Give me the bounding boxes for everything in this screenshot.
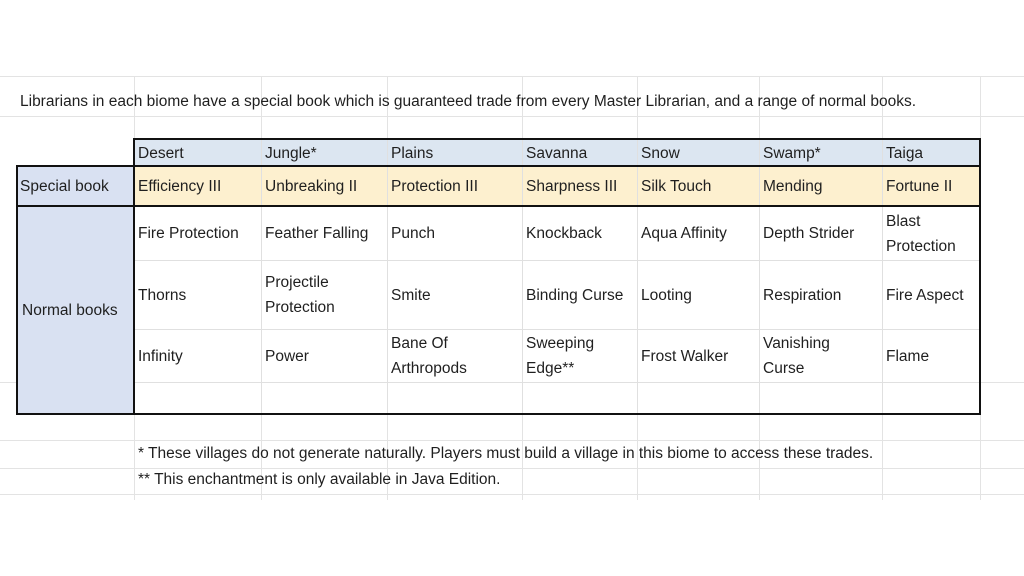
- special-book-cell: Mending: [763, 177, 823, 195]
- gridline: [0, 494, 1024, 495]
- col-divider: [522, 139, 523, 414]
- normal-book-cell: Binding Curse: [526, 286, 624, 304]
- special-book-cell: Sharpness III: [526, 177, 618, 195]
- normal-book-cell: Feather Falling: [265, 225, 369, 242]
- normal-book-cell: Projectile Protection: [265, 274, 335, 316]
- biome-header: Plains: [391, 144, 434, 162]
- normal-book-cell: Depth Strider: [763, 225, 855, 242]
- special-book-cell: Protection III: [391, 177, 479, 195]
- biome-header: Desert: [138, 144, 184, 162]
- normal-book-cell: Blast Protection: [886, 212, 956, 255]
- col-divider: [387, 139, 388, 414]
- biome-header: Taiga: [886, 144, 924, 162]
- special-book-cell: Silk Touch: [641, 177, 712, 195]
- normal-book-cell: Vanishing Curse: [763, 335, 830, 377]
- normal-book-cell: Aqua Affinity: [641, 225, 727, 242]
- normal-book-cell: Punch: [391, 225, 435, 242]
- special-book-cell: Unbreaking II: [265, 177, 358, 195]
- col-divider: [759, 139, 760, 414]
- col-divider: [637, 139, 638, 414]
- gridline: [0, 440, 1024, 441]
- special-book-cell: Fortune II: [886, 177, 953, 195]
- intro-text: Librarians in each biome have a special book which is guaranteed trade from every Master Librarian, and a range of normal books.: [20, 93, 917, 110]
- biome-header: Swamp*: [763, 144, 821, 162]
- normal-book-cell: Thorns: [138, 286, 187, 304]
- normal-book-cell: Bane Of Arthropods: [391, 335, 467, 377]
- normal-book-cell: Sweeping Edge**: [526, 335, 595, 377]
- gridline: [0, 76, 1024, 77]
- normal-book-cell: Infinity: [138, 347, 183, 365]
- normal-book-cell: Fire Aspect: [886, 286, 964, 304]
- normal-book-cell: Power: [265, 347, 309, 365]
- normal-book-cell: Flame: [886, 347, 930, 365]
- normal-book-cell: Looting: [641, 286, 692, 304]
- normal-book-cell: Respiration: [763, 286, 842, 304]
- footnote: * These villages do not generate naturally. Players must build a village in this biome to access these trades.: [138, 445, 874, 462]
- biome-header: Savanna: [526, 144, 588, 162]
- gridline: [0, 468, 1024, 469]
- table-border: [16, 165, 18, 415]
- special-book-label: Special book: [20, 177, 109, 195]
- normal-book-cell: Fire Protection: [138, 225, 239, 242]
- col-divider: [261, 139, 262, 414]
- special-book-cell: Efficiency III: [138, 177, 222, 195]
- normal-book-cell: Frost Walker: [641, 347, 729, 365]
- footnote: ** This enchantment is only available in Java Edition.: [138, 471, 501, 488]
- gridline: [0, 116, 1024, 117]
- col-divider: [882, 139, 883, 414]
- normal-book-cell: Knockback: [526, 225, 602, 242]
- normal-book-cell: Smite: [391, 286, 431, 304]
- normal-books-label: Normal books: [22, 301, 118, 319]
- table-border: [979, 138, 981, 415]
- table-border: [16, 413, 981, 415]
- biome-header: Snow: [641, 144, 680, 162]
- biome-header: Jungle*: [265, 144, 317, 162]
